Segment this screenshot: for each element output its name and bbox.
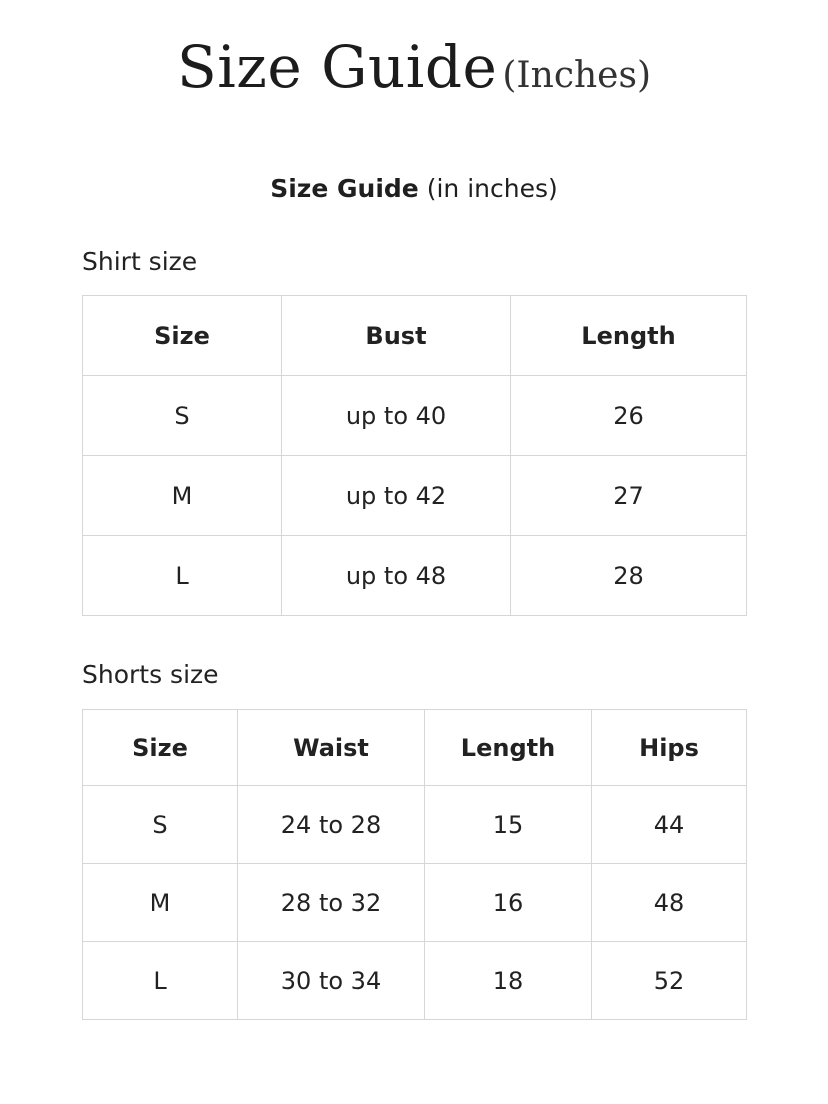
- subtitle-bold: Size Guide: [270, 174, 419, 203]
- cell-hips: 44: [592, 786, 747, 864]
- cell-waist: 28 to 32: [238, 864, 425, 942]
- cell-size: M: [83, 456, 282, 536]
- column-header-length: Length: [511, 296, 747, 376]
- table-row: [83, 536, 747, 616]
- title-main: Size Guide: [176, 33, 498, 101]
- table-row: [83, 864, 747, 942]
- column-header-waist: Waist: [238, 710, 425, 786]
- cell-length: 26: [511, 376, 747, 456]
- cell-length: 18: [425, 942, 592, 1020]
- table-row: [83, 786, 747, 864]
- column-header-hips: Hips: [592, 710, 747, 786]
- cell-size: S: [83, 786, 238, 864]
- table-row: [83, 942, 747, 1020]
- cell-size: L: [83, 536, 282, 616]
- column-header-length: Length: [425, 710, 592, 786]
- subtitle: [0, 174, 828, 203]
- table-row: [83, 456, 747, 536]
- subtitle-rest: (in inches): [426, 174, 558, 203]
- shorts-size-heading: Shorts size: [82, 660, 219, 689]
- cell-hips: 48: [592, 864, 747, 942]
- shirt-size-table: [82, 295, 747, 616]
- cell-length: 27: [511, 456, 747, 536]
- cell-hips: 52: [592, 942, 747, 1020]
- cell-size: L: [83, 942, 238, 1020]
- cell-length: 16: [425, 864, 592, 942]
- column-header-size: Size: [83, 296, 282, 376]
- table-header-row: [83, 296, 747, 376]
- shorts-size-table: [82, 709, 747, 1020]
- title-unit: (Inches): [502, 55, 651, 96]
- table-row: [83, 376, 747, 456]
- cell-bust: up to 40: [282, 376, 511, 456]
- column-header-bust: Bust: [282, 296, 511, 376]
- cell-waist: 24 to 28: [238, 786, 425, 864]
- cell-size: S: [83, 376, 282, 456]
- cell-bust: up to 48: [282, 536, 511, 616]
- cell-length: 15: [425, 786, 592, 864]
- cell-size: M: [83, 864, 238, 942]
- table-header-row: [83, 710, 747, 786]
- cell-bust: up to 42: [282, 456, 511, 536]
- cell-waist: 30 to 34: [238, 942, 425, 1020]
- page-title: [0, 33, 828, 101]
- cell-length: 28: [511, 536, 747, 616]
- shirt-size-heading: Shirt size: [82, 247, 198, 276]
- column-header-size: Size: [83, 710, 238, 786]
